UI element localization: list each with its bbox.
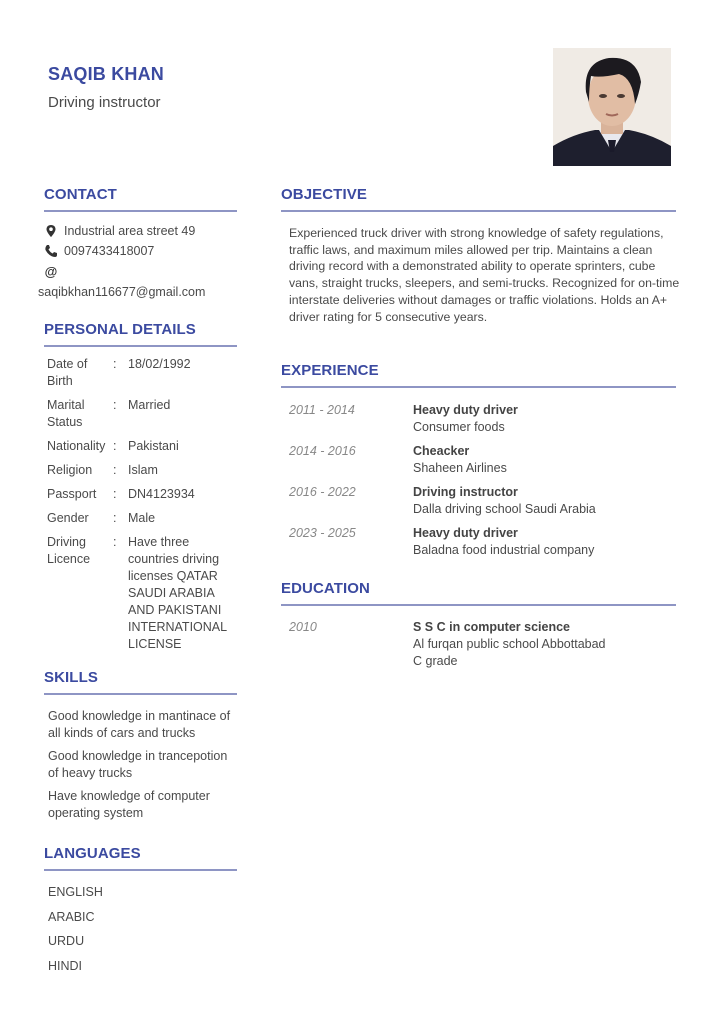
experience-divider [281, 386, 676, 388]
skills-list [48, 708, 240, 828]
skills-divider [44, 693, 237, 695]
education-grade: C grade [413, 654, 458, 668]
experience-title: Cheacker [413, 444, 470, 458]
email-text[interactable]: saqibkhan116677@gmail.com [38, 285, 206, 299]
objective-text: Experienced truck driver with strong knowledge of safety regulations, traffic laws, and maximum miles allowed per trip. Maintains a clean driving record with a demonstrated ability to operate sprinters, cube vans, straight trucks, sleepers, and semi-trucks. Recognized for on-time interstate deliveries without damages or traffic violations. Holds an A+ driver rating for 5 consecutive years. [289, 226, 680, 324]
education-list [289, 619, 673, 677]
education-degree: S S C in computer science [413, 620, 570, 634]
language-item: ARABIC [48, 909, 95, 924]
experience-company: Dalla driving school Saudi Arabia [413, 502, 596, 516]
detail-separator: : [113, 487, 117, 501]
language-item: URDU [48, 934, 85, 948]
detail-separator: : [113, 463, 117, 477]
experience-item [289, 443, 673, 477]
detail-value: Pakistani [128, 439, 179, 453]
personal-detail-row [47, 534, 240, 653]
detail-label: Date of Birth [47, 357, 88, 388]
experience-dates: 2023 - 2025 [289, 526, 356, 540]
contact-divider [44, 210, 237, 212]
phone-text[interactable]: 0097433418007 [64, 244, 155, 258]
personal-detail-row [47, 510, 240, 527]
personal-detail-row [47, 486, 240, 503]
personal-detail-row [47, 356, 240, 390]
objective-divider [281, 210, 676, 212]
education-school: Al furqan public school Abbottabad [413, 637, 606, 651]
experience-title: Heavy duty driver [413, 526, 518, 540]
experience-item [289, 484, 673, 518]
profile-photo [553, 48, 671, 166]
skill-item: Have knowledge of computer operating system [48, 789, 210, 820]
detail-label: Marital Status [47, 398, 85, 429]
experience-dates: 2016 - 2022 [289, 485, 356, 499]
detail-value: 18/02/1992 [128, 357, 191, 371]
skill-item: Good knowledge in trancepotion of heavy trucks [48, 749, 228, 780]
detail-separator: : [113, 439, 117, 453]
languages-section-title: LANGUAGES [44, 845, 141, 862]
location-pin-icon [44, 224, 58, 238]
skill-item: Good knowledge in mantinace of all kinds of cars and trucks [48, 709, 231, 740]
education-dates: 2010 [289, 620, 317, 634]
address-text: Industrial area street 49 [64, 224, 196, 238]
languages-list [48, 885, 103, 983]
detail-label: Passport [47, 487, 97, 501]
detail-value: Married [128, 398, 171, 412]
experience-item [289, 402, 673, 436]
detail-label: Nationality [47, 439, 106, 453]
contact-section-title: CONTACT [44, 186, 117, 203]
at-sign-icon: @ [44, 263, 58, 279]
detail-label: Gender [47, 511, 89, 525]
detail-value: Have three countries driving licenses QATAR SAUDI ARABIA AND PAKISTANI INTERNATIONAL LICENSE [128, 535, 227, 651]
candidate-role: Driving instructor [48, 94, 161, 111]
detail-label: Driving Licence [47, 535, 91, 566]
phone-icon [44, 244, 58, 258]
personal-detail-row [47, 462, 240, 479]
experience-title: Heavy duty driver [413, 403, 518, 417]
contact-email-icon-row [44, 261, 244, 281]
experience-company: Shaheen Airlines [413, 461, 507, 475]
personal-details-list [47, 356, 240, 660]
language-item: ENGLISH [48, 885, 103, 899]
skills-section-title: SKILLS [44, 669, 98, 686]
education-item [289, 619, 673, 670]
experience-dates: 2014 - 2016 [289, 444, 356, 458]
objective-section-title: OBJECTIVE [281, 186, 367, 203]
contact-list [44, 221, 244, 281]
detail-separator: : [113, 535, 117, 549]
language-item: HINDI [48, 958, 83, 973]
experience-company: Baladna food industrial company [413, 543, 595, 557]
education-section-title: EDUCATION [281, 580, 370, 597]
detail-value: DN4123934 [128, 487, 195, 501]
education-divider [281, 604, 676, 606]
detail-value: Islam [128, 463, 158, 477]
personal-detail-row [47, 438, 240, 455]
experience-dates: 2011 - 2014 [289, 403, 355, 417]
detail-separator: : [113, 511, 117, 525]
detail-separator: : [113, 357, 117, 371]
experience-item [289, 525, 673, 559]
detail-label: Religion [47, 463, 93, 477]
contact-phone [44, 241, 244, 261]
experience-list [289, 402, 673, 566]
languages-divider [44, 869, 237, 871]
experience-title: Driving instructor [413, 485, 518, 499]
personal-details-section-title: PERSONAL DETAILS [44, 321, 196, 338]
candidate-name: SAQIB KHAN [48, 64, 165, 84]
contact-address [44, 221, 244, 241]
detail-separator: : [113, 398, 117, 412]
detail-value: Male [128, 511, 156, 525]
personal-details-divider [44, 345, 237, 347]
experience-section-title: EXPERIENCE [281, 362, 379, 379]
experience-company: Consumer foods [413, 420, 505, 434]
personal-detail-row [47, 397, 240, 431]
